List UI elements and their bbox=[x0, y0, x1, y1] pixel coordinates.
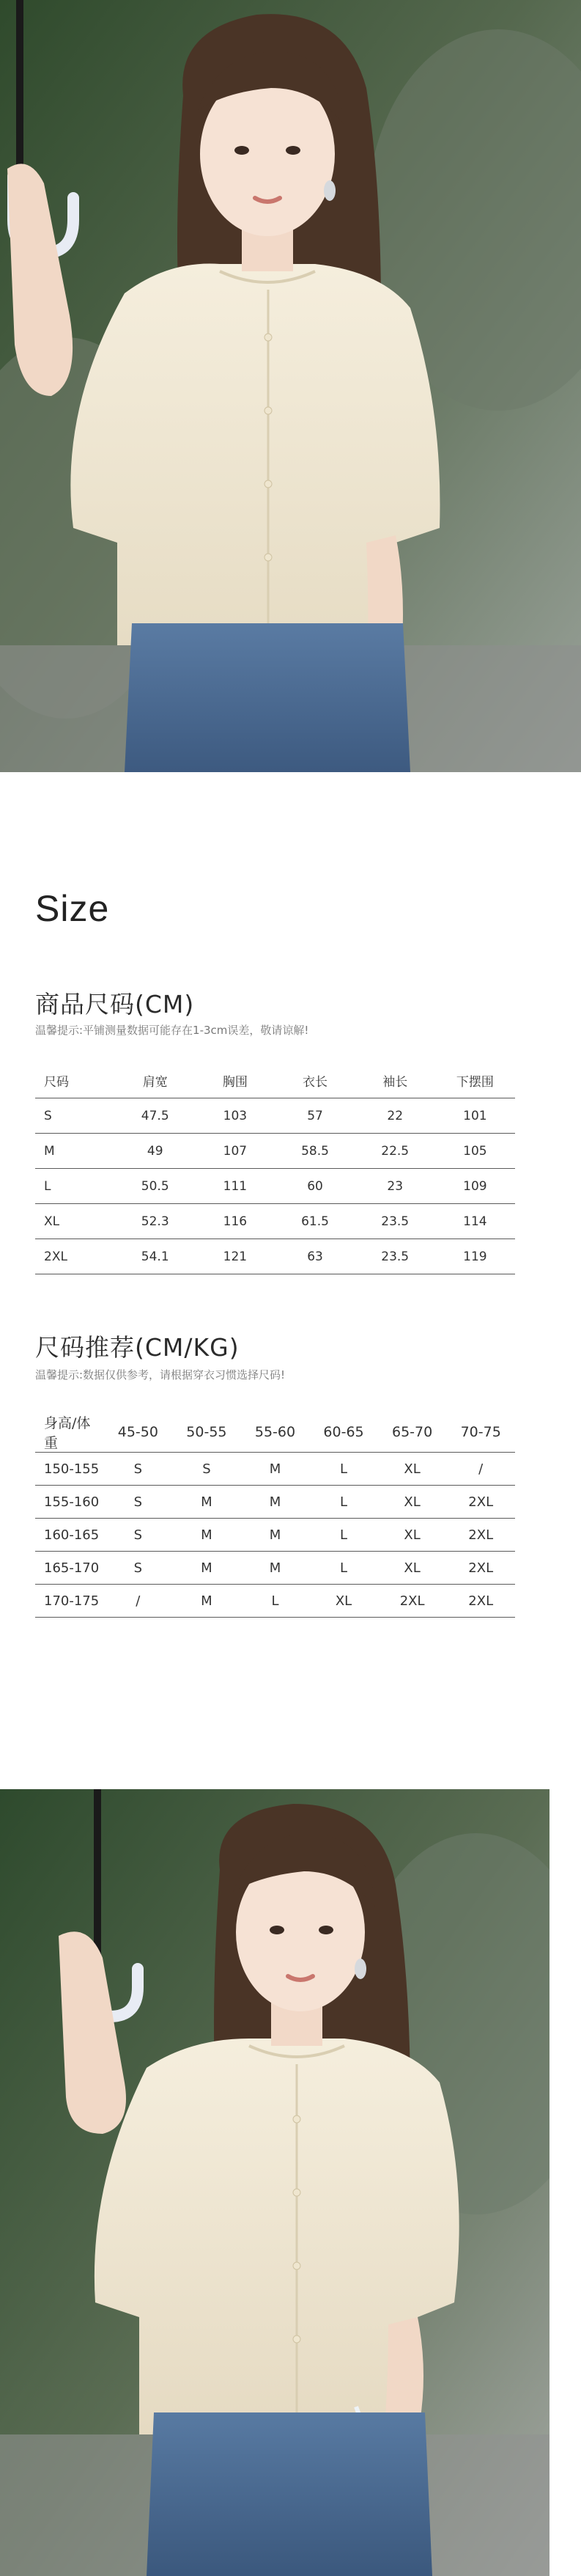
recommend-cell: M bbox=[172, 1486, 241, 1519]
recommend-cell: M bbox=[241, 1486, 310, 1519]
size-cell: 47.5 bbox=[115, 1098, 195, 1134]
size-cell: 58.5 bbox=[275, 1134, 355, 1169]
recommend-cell: 2XL bbox=[378, 1585, 447, 1618]
table-row bbox=[35, 1134, 515, 1169]
size-chart-note: 温馨提示:平铺测量数据可能存在1-3cm误差，敬请谅解! bbox=[35, 1024, 309, 1037]
size-cell: 22.5 bbox=[355, 1134, 435, 1169]
size-cell: 49 bbox=[115, 1134, 195, 1169]
size-recommend-note: 温馨提示:数据仅供参考，请根据穿衣习惯选择尺码! bbox=[35, 1368, 286, 1381]
recommend-cell: 160-165 bbox=[35, 1519, 104, 1552]
recommend-cell: 2XL bbox=[446, 1552, 515, 1585]
size-header-cell: 袖长 bbox=[355, 1063, 435, 1098]
size-cell: 50.5 bbox=[115, 1169, 195, 1204]
size-cell: 107 bbox=[195, 1134, 275, 1169]
size-cell: L bbox=[35, 1169, 115, 1204]
woman-with-umbrella-photo-icon bbox=[0, 1789, 549, 2576]
recommend-cell: 2XL bbox=[446, 1585, 515, 1618]
recommend-cell: 150-155 bbox=[35, 1453, 104, 1486]
woman-with-umbrella-photo-icon bbox=[0, 0, 581, 772]
size-chart-title: 商品尺码(CM) bbox=[35, 990, 195, 1019]
recommend-cell: / bbox=[446, 1453, 515, 1486]
recommend-header-cell: 70-75 bbox=[446, 1412, 515, 1453]
recommend-cell: 165-170 bbox=[35, 1552, 104, 1585]
table-row bbox=[35, 1552, 515, 1585]
size-header-cell: 胸围 bbox=[195, 1063, 275, 1098]
recommend-cell: M bbox=[172, 1552, 241, 1585]
table-row bbox=[35, 1204, 515, 1239]
table-row bbox=[35, 1519, 515, 1552]
table-row bbox=[35, 1239, 515, 1274]
recommend-cell: / bbox=[104, 1585, 173, 1618]
recommend-cell: S bbox=[104, 1552, 173, 1585]
size-chart-header-row bbox=[35, 1063, 515, 1098]
recommend-cell: M bbox=[241, 1453, 310, 1486]
recommend-cell: M bbox=[172, 1519, 241, 1552]
recommend-cell: 170-175 bbox=[35, 1585, 104, 1618]
size-header-cell: 肩宽 bbox=[115, 1063, 195, 1098]
size-cell: 52.3 bbox=[115, 1204, 195, 1239]
size-header-cell: 衣长 bbox=[275, 1063, 355, 1098]
recommend-cell: M bbox=[241, 1519, 310, 1552]
recommend-cell: S bbox=[172, 1453, 241, 1486]
recommend-header-cell: 65-70 bbox=[378, 1412, 447, 1453]
size-cell: 111 bbox=[195, 1169, 275, 1204]
recommend-cell: 2XL bbox=[446, 1519, 515, 1552]
size-recommend-table bbox=[35, 1412, 515, 1618]
size-cell: 23 bbox=[355, 1169, 435, 1204]
size-cell: 101 bbox=[435, 1098, 515, 1134]
size-cell: 22 bbox=[355, 1098, 435, 1134]
recommend-cell: 155-160 bbox=[35, 1486, 104, 1519]
recommend-cell: L bbox=[241, 1585, 310, 1618]
size-cell: 63 bbox=[275, 1239, 355, 1274]
recommend-cell: L bbox=[309, 1453, 378, 1486]
recommend-cell: M bbox=[172, 1585, 241, 1618]
size-cell: 57 bbox=[275, 1098, 355, 1134]
recommend-cell: L bbox=[309, 1519, 378, 1552]
table-row bbox=[35, 1486, 515, 1519]
recommend-header-cell: 50-55 bbox=[172, 1412, 241, 1453]
recommend-cell: XL bbox=[309, 1585, 378, 1618]
recommend-cell: S bbox=[104, 1519, 173, 1552]
size-cell: 103 bbox=[195, 1098, 275, 1134]
recommend-header-cell: 60-65 bbox=[309, 1412, 378, 1453]
recommend-cell: 2XL bbox=[446, 1486, 515, 1519]
size-cell: 105 bbox=[435, 1134, 515, 1169]
recommend-header-cell: 45-50 bbox=[104, 1412, 173, 1453]
size-cell: 61.5 bbox=[275, 1204, 355, 1239]
table-row bbox=[35, 1453, 515, 1486]
recommend-cell: XL bbox=[378, 1552, 447, 1585]
recommend-header-cell: 55-60 bbox=[241, 1412, 310, 1453]
size-cell: 109 bbox=[435, 1169, 515, 1204]
recommend-cell: XL bbox=[378, 1453, 447, 1486]
size-cell: 114 bbox=[435, 1204, 515, 1239]
recommend-header-row bbox=[35, 1412, 515, 1453]
recommend-cell: XL bbox=[378, 1486, 447, 1519]
recommend-cell: S bbox=[104, 1453, 173, 1486]
size-recommend-title: 尺码推荐(CM/KG) bbox=[35, 1333, 240, 1362]
size-cell: 121 bbox=[195, 1239, 275, 1274]
size-header-cell: 尺码 bbox=[35, 1063, 115, 1098]
recommend-cell: S bbox=[104, 1486, 173, 1519]
recommend-cell: L bbox=[309, 1486, 378, 1519]
size-heading: Size bbox=[35, 888, 110, 929]
size-cell: 54.1 bbox=[115, 1239, 195, 1274]
table-row bbox=[35, 1169, 515, 1204]
table-row bbox=[35, 1585, 515, 1618]
table-row bbox=[35, 1098, 515, 1134]
size-cell: 60 bbox=[275, 1169, 355, 1204]
size-cell: XL bbox=[35, 1204, 115, 1239]
size-cell: 23.5 bbox=[355, 1239, 435, 1274]
size-cell: 119 bbox=[435, 1239, 515, 1274]
size-header-cell: 下摆围 bbox=[435, 1063, 515, 1098]
size-cell: S bbox=[35, 1098, 115, 1134]
recommend-cell: L bbox=[309, 1552, 378, 1585]
recommend-cell: M bbox=[241, 1552, 310, 1585]
size-cell: M bbox=[35, 1134, 115, 1169]
model-photo-top bbox=[0, 0, 581, 772]
recommend-cell: XL bbox=[378, 1519, 447, 1552]
size-cell: 116 bbox=[195, 1204, 275, 1239]
recommend-header-cell: 身高/体重 bbox=[35, 1412, 104, 1453]
size-chart-table bbox=[35, 1063, 515, 1274]
size-cell: 23.5 bbox=[355, 1204, 435, 1239]
size-cell: 2XL bbox=[35, 1239, 115, 1274]
model-photo-bottom bbox=[0, 1789, 549, 2576]
